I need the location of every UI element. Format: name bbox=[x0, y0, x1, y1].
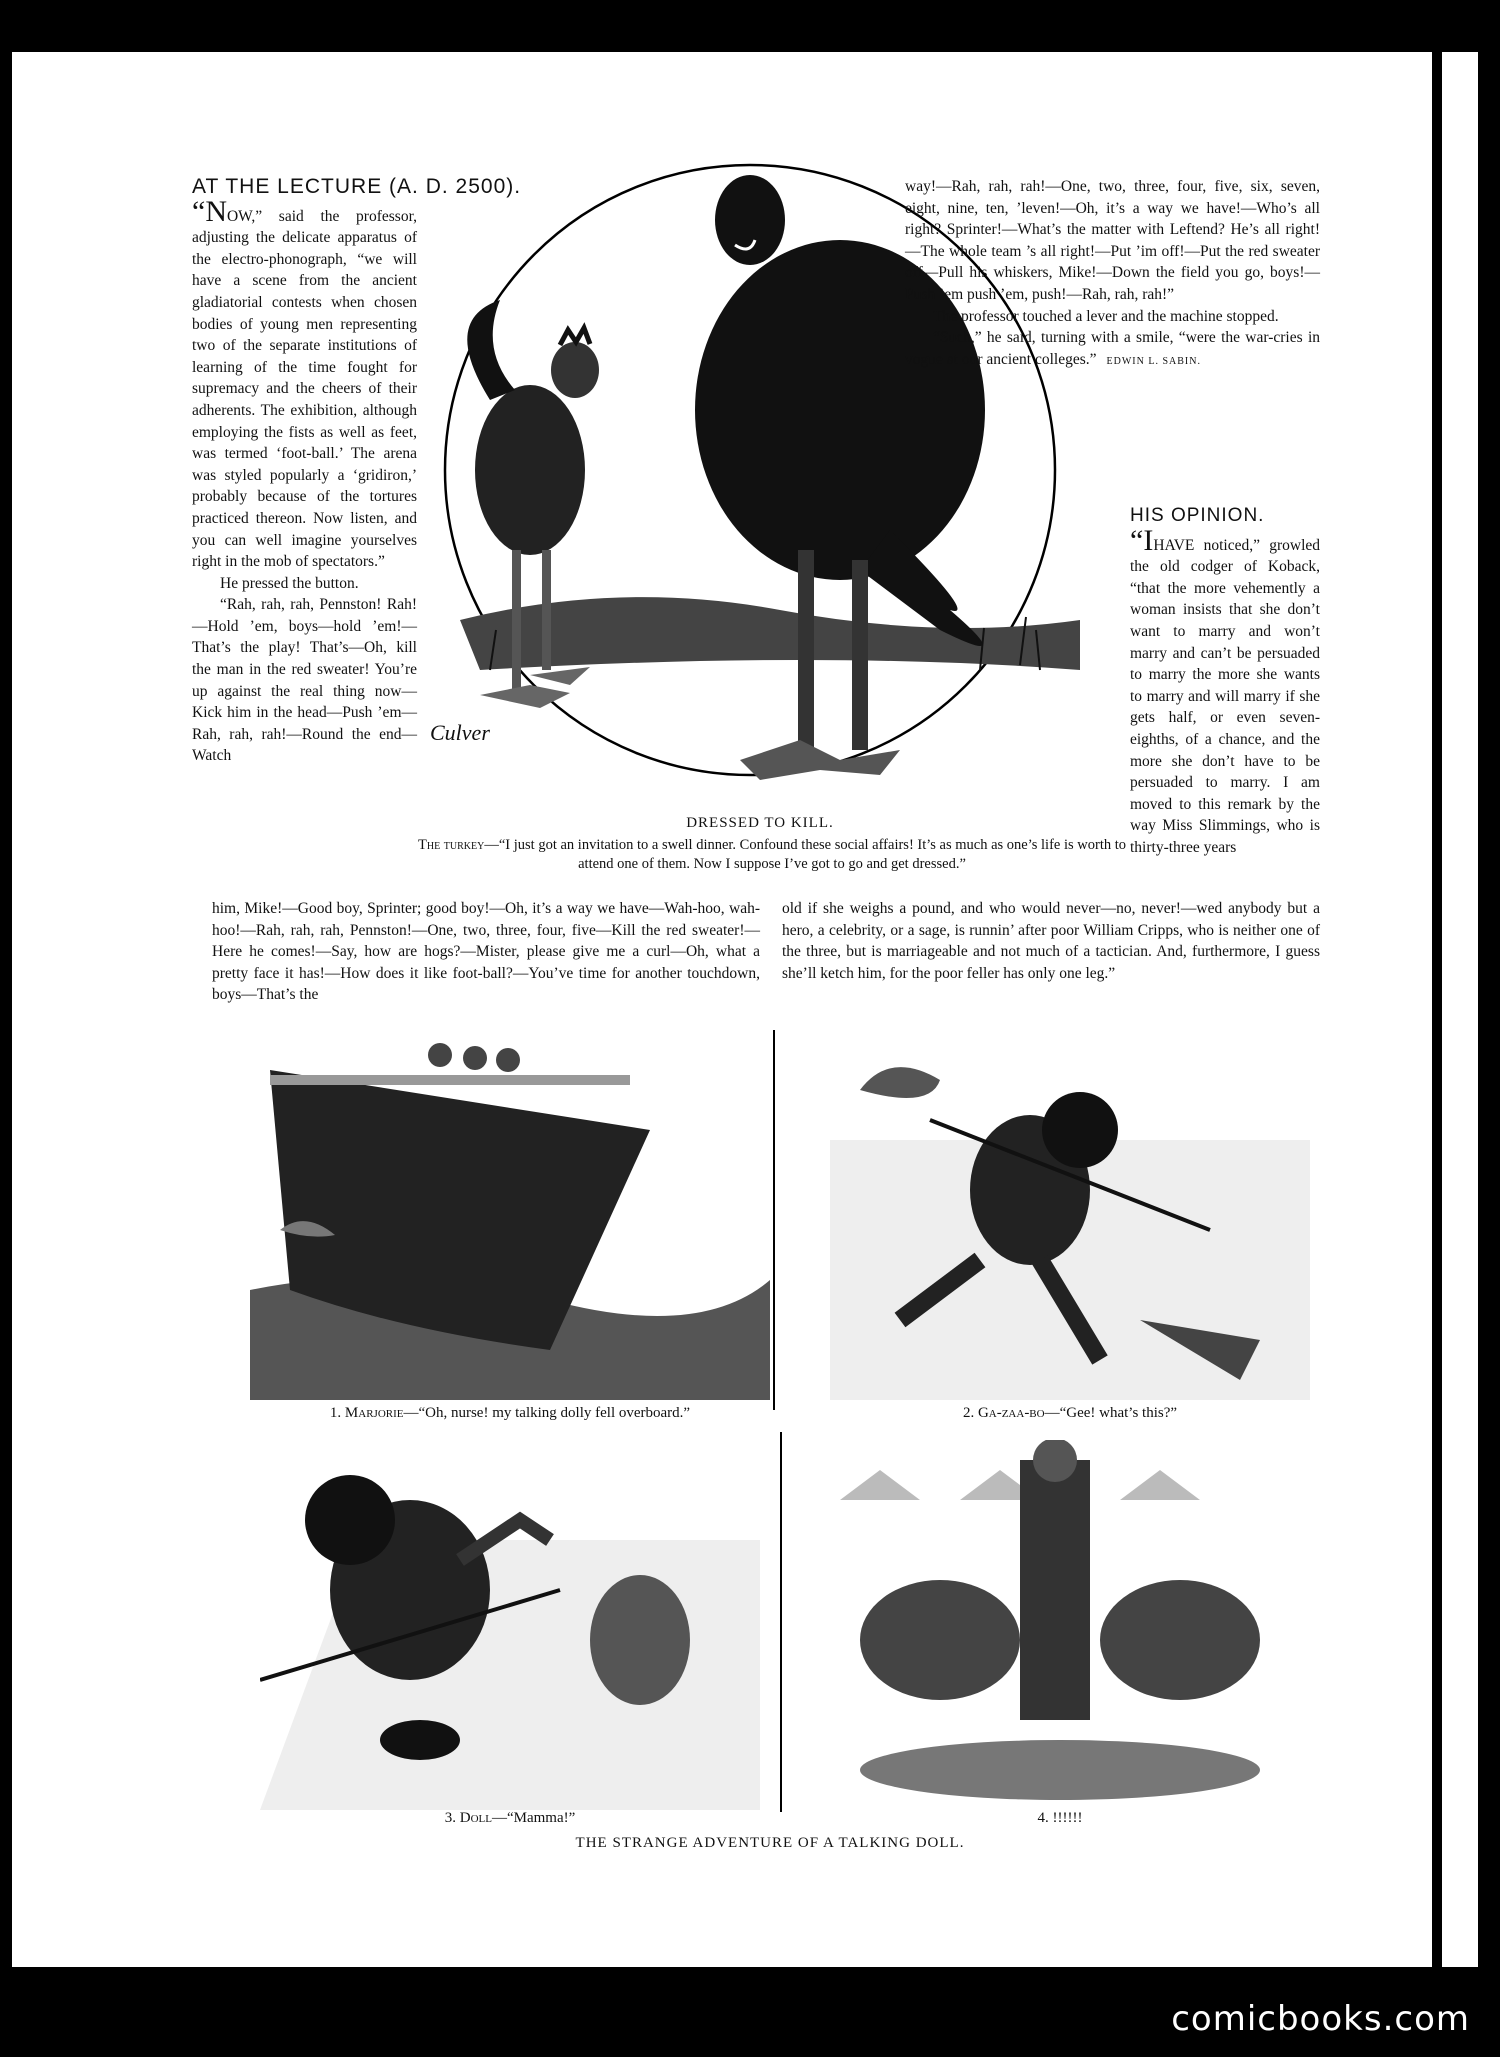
lecture-paragraph-3: “Rah, rah, rah, Pennston! Rah!—Hold ’em, boys—hold ’em!—That’s the play! That’s—Oh, kill the man in the red sweater! You’re up against the real thing now—Kick him in the head—Push ’em—Rah, rah, rah!—Round the end—Watch bbox=[192, 596, 417, 765]
rooster-leg-left bbox=[512, 550, 521, 690]
opinion-paragraph: “IHAVE noticed,” growled the old codger of Koback, “that the more vehemently a woman insists that she don’t want to marry and won’t marry and can’t be persuaded to marry the more she wants to marry and will marry if she gets half, or even seven-eighths, of a chance, and the more she don’t have to be persuaded to marry. I am moved to this remark by the way Miss Slimmings, who is thirty-three years bbox=[1130, 523, 1320, 856]
lecture-cheers: way!—Rah, rah, rah!—One, two, three, four, five, six, seven, eight, nine, ten, ’leven!—Oh, it’s a way we have!—Who’s all right? Sprinter!—What’s the matter with Leftend? He’s all right!—The whole team ’s all right!—Put ’im off!—Put the red sweater off—Pull his whiskers, Mike!—Down the field you go, boys!—Push ’em push ’em, push!—Rah, rah, rah!” bbox=[905, 178, 1320, 303]
lecture-paragraph-1: “NOW,” said the professor, adjusting the delicate apparatus of the electro-phonograph, “we will have a scene from the ancient gladiatorial contests when chosen bodies of young men representing two of the separate institutions of learning of the time fought for supremacy and the cheers of their adherents. The exhibition, although employing the fists as well as feet, was termed ‘foot-ball.’ The arena was styled popularly a ‘gridiron,’ probably because of the tortures practiced thereon. Now listen, and you can well imagine yourselves right in the mob of spectators.” bbox=[192, 194, 417, 571]
panel-2-native-illustration bbox=[830, 1030, 1310, 1400]
rooster-body bbox=[475, 385, 585, 555]
panel-3-falling-illustration bbox=[260, 1440, 760, 1810]
next-page-edge bbox=[1442, 52, 1478, 1967]
rooster-head bbox=[551, 342, 599, 398]
panel-1-caption: 1. Marjorie—“Oh, nurse! my talking dolly fell overboard.” bbox=[329, 1405, 691, 1421]
turkey-leg-right bbox=[852, 560, 868, 750]
lecture-ending: The professor touched a lever and the machine stopped. bbox=[933, 307, 1279, 325]
rooster-leg-right bbox=[542, 550, 551, 670]
opinion-continued: old if she weighs a pound, and who would never—no, never!—wed anybody but a hero, a celebrity, or a sage, is runnin’ after poor William Cripps, who is neither one of the three, but is marriageable and not much of a tactician. And, furthermore, I guess she’ll ketch him, for the poor feller has only one leg.” bbox=[782, 900, 1320, 982]
ground-grass bbox=[460, 597, 1080, 670]
site-watermark: comicbooks.com bbox=[1171, 1999, 1470, 2039]
panel-4-village-illustration bbox=[820, 1440, 1300, 1810]
turkey-leg-left bbox=[798, 550, 814, 750]
lecture-title: AT THE LECTURE (A. D. 2500). bbox=[192, 175, 522, 198]
lecture-dropcap: “N bbox=[192, 194, 227, 228]
cartoon-title: DRESSED TO KILL. bbox=[686, 815, 834, 831]
rooster-feet bbox=[480, 667, 590, 708]
panel-4-caption: 4. !!!!!! bbox=[1037, 1810, 1083, 1826]
lecture-continued: him, Mike!—Good boy, Sprinter; good boy!—Oh, it’s a way we have—Wah-hoo, wah-hoo!—Rah, rah, rah, Pennston!—One, two, three, four, five—Kill the red sweater!—Here he comes!—Say, how are hogs?—Mister, please give me a curl—Oh, what a pretty face it has!—How does it like foot-ball?—You’ve time for another touchdown, boys—That’s the bbox=[212, 900, 760, 1004]
lecture-paragraph-2: He pressed the button. bbox=[220, 574, 359, 592]
rooster-tail bbox=[467, 300, 515, 400]
lecture-top-right bbox=[905, 176, 1320, 372]
strip-vertical-divider-bottom bbox=[780, 1432, 782, 1812]
artist-signature: Culver bbox=[430, 720, 490, 745]
strip-vertical-divider-top bbox=[773, 1030, 775, 1410]
rooster-comb bbox=[560, 328, 590, 345]
turkey-head bbox=[715, 175, 785, 265]
lecture-such: “Such,” he said, turning with a smile, “were the war-cries in vogue at our ancient colleges.” EDWIN L. SABIN. bbox=[905, 329, 1320, 368]
panel-1-ship-illustration bbox=[250, 1030, 770, 1400]
opinion-title: HIS OPINION. bbox=[1130, 505, 1265, 526]
panel-2-caption: 2. Ga-zaa-bo—“Gee! what’s this?” bbox=[962, 1405, 1178, 1421]
turkey-feet bbox=[740, 740, 900, 780]
opinion-column bbox=[1130, 505, 1320, 859]
panel-3-caption: 3. Doll—“Mamma!” bbox=[444, 1810, 576, 1826]
strip-title: THE STRANGE ADVENTURE OF A TALKING DOLL. bbox=[575, 1835, 965, 1851]
opinion-dropcap: “I bbox=[1130, 523, 1154, 557]
cartoon-caption: The turkey—“I just got an invitation to a swell dinner. Confound these social affairs! It’s as much as one’s life is worth to attend one of them. Now I suppose I’ve got to go and get dressed.” bbox=[417, 837, 1126, 872]
lecture-author: EDWIN L. SABIN. bbox=[1106, 355, 1201, 367]
